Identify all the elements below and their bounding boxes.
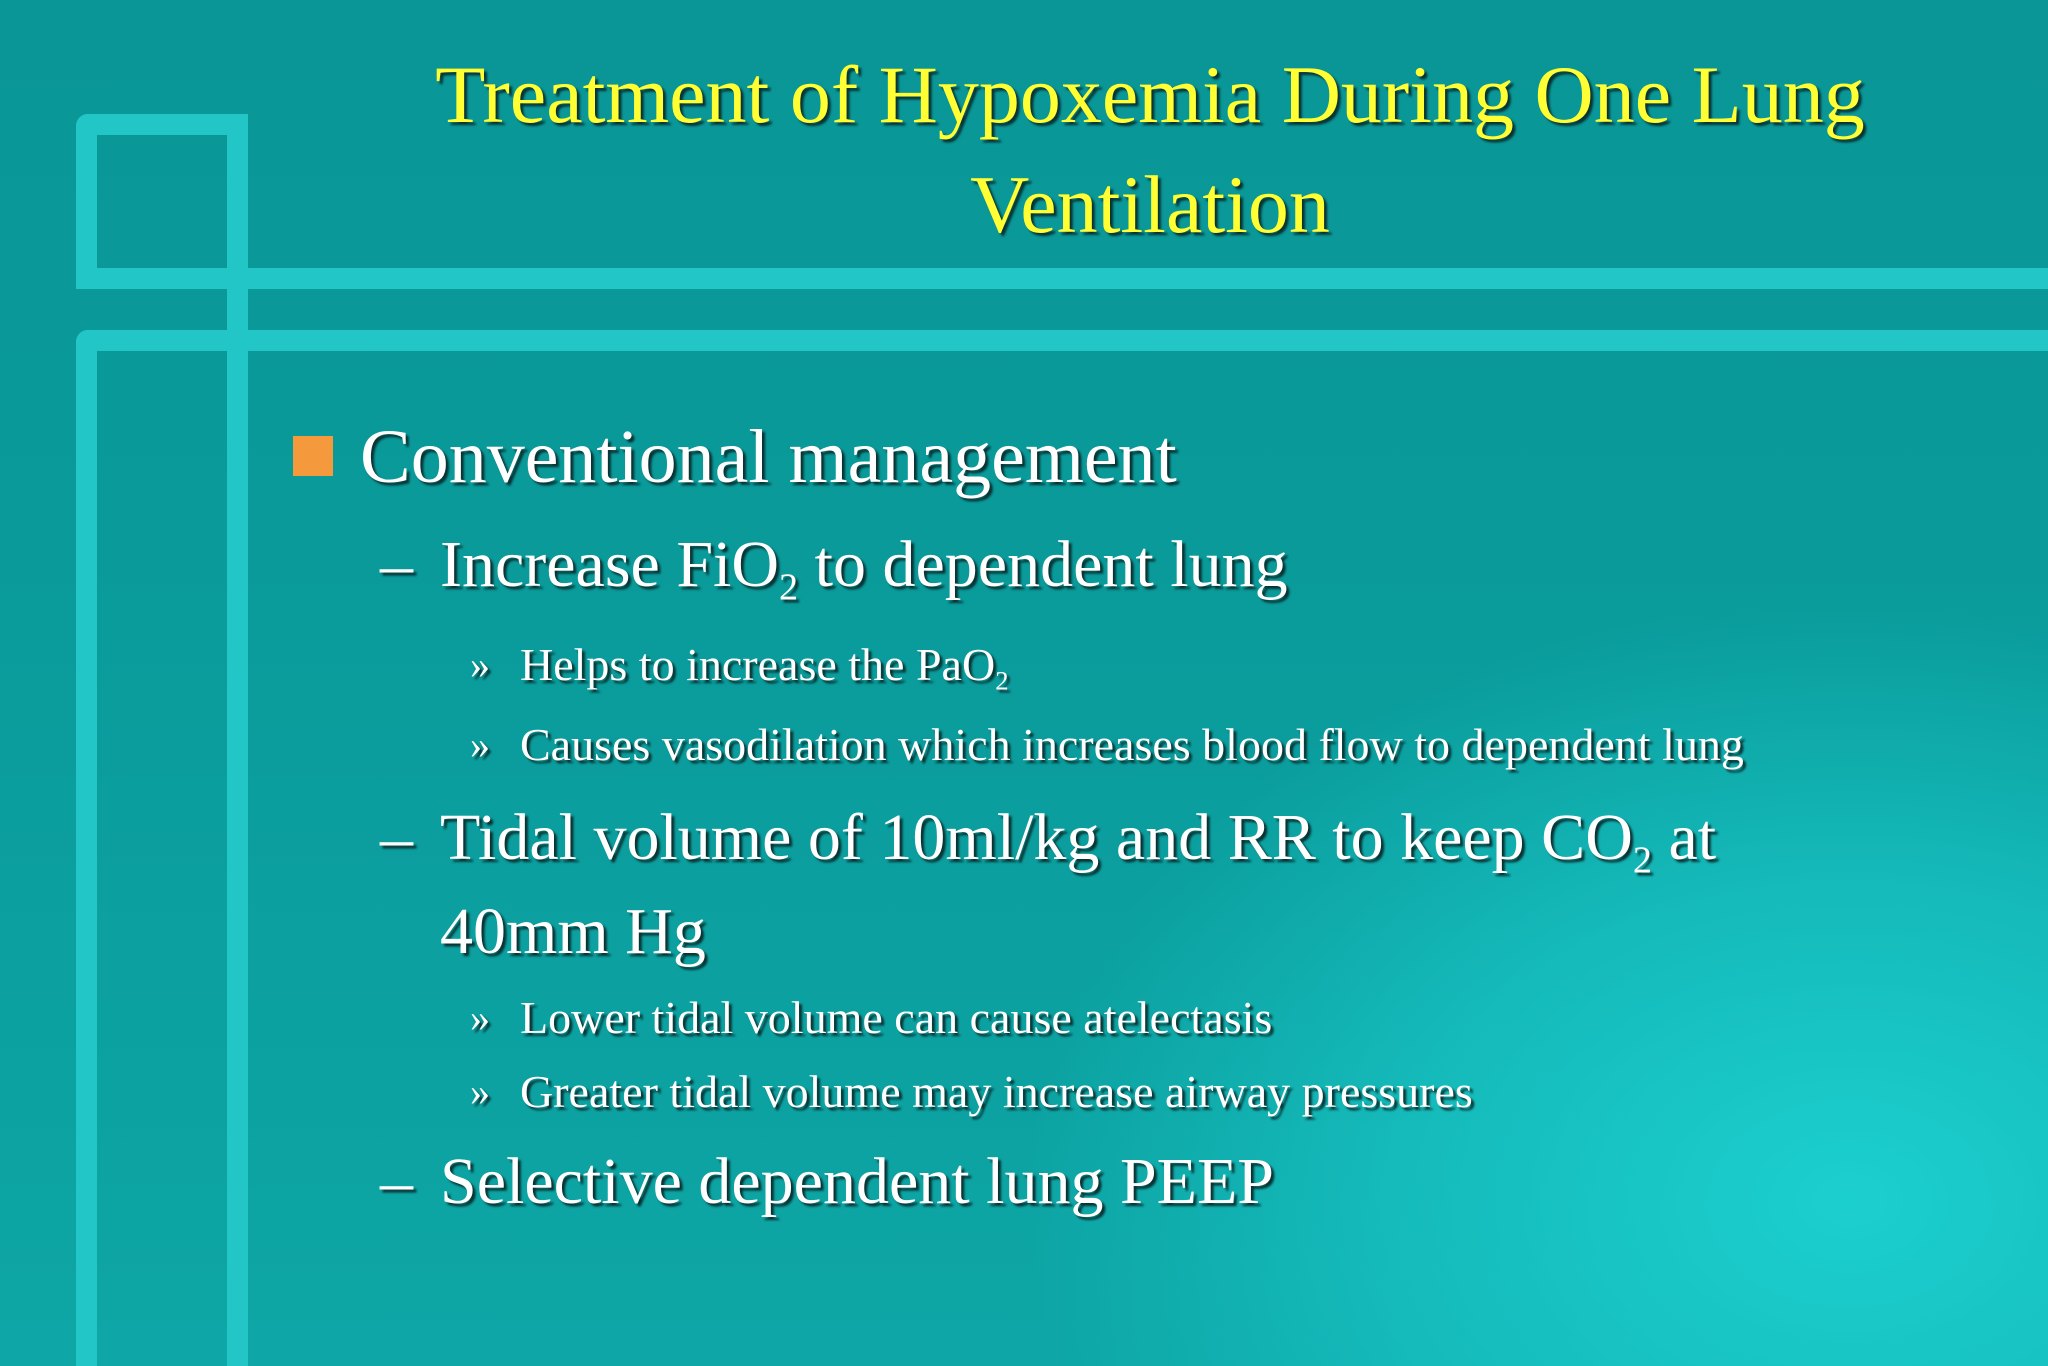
item-increase-fio2-text: Increase FiO	[440, 528, 780, 601]
item-tidal-volume-text: Tidal volume of 10ml/kg and RR to keep CO	[440, 801, 1633, 874]
note-increase-pao2	[520, 637, 1009, 696]
item-selective-peep: Selective dependent lung PEEP	[440, 1145, 1274, 1218]
raquo-bullet-icon: »	[470, 642, 490, 687]
item-increase-fio2-subscript: 2	[779, 566, 799, 609]
item-tidal-volume-subscript: 2	[1632, 839, 1653, 882]
dash-bullet-icon: –	[380, 801, 413, 874]
item-tidal-volume-line2: 40mm Hg	[440, 895, 706, 968]
orange-square-bullet-icon	[293, 436, 333, 476]
raquo-bullet-icon: »	[470, 995, 490, 1040]
frame-line-left-upper	[76, 114, 97, 289]
slide-title: Treatment of Hypoxemia During One Lung Ventilation	[435, 49, 1865, 250]
frame-line-horizontal-lower	[76, 330, 2048, 351]
frame-line-horizontal-upper	[76, 268, 2048, 289]
item-tidal-volume-text-end: at	[1652, 801, 1717, 874]
item-increase-fio2	[440, 525, 1288, 609]
frame-line-top-short	[76, 114, 248, 135]
note-increase-pao2-text: Helps to increase the PaO	[520, 639, 996, 690]
frame-line-vertical-mid	[227, 114, 248, 1366]
raquo-bullet-icon: »	[470, 722, 490, 767]
item-tidal-volume	[440, 798, 1717, 882]
frame-line-left-lower	[76, 330, 97, 1366]
dash-bullet-icon: –	[380, 1145, 413, 1218]
note-increase-pao2-subscript: 2	[995, 665, 1009, 696]
note-greater-tidal-volume: Greater tidal volume may increase airway pressures	[520, 1066, 1473, 1117]
bullet-conventional-management: Conventional management	[360, 415, 1177, 499]
item-increase-fio2-text-end: to dependent lung	[798, 528, 1288, 601]
dash-bullet-icon: –	[380, 528, 413, 601]
note-lower-tidal-volume: Lower tidal volume can cause atelectasis	[520, 992, 1273, 1043]
raquo-bullet-icon: »	[470, 1069, 490, 1114]
note-vasodilation: Causes vasodilation which increases blood flow to dependent lung	[520, 719, 1744, 770]
